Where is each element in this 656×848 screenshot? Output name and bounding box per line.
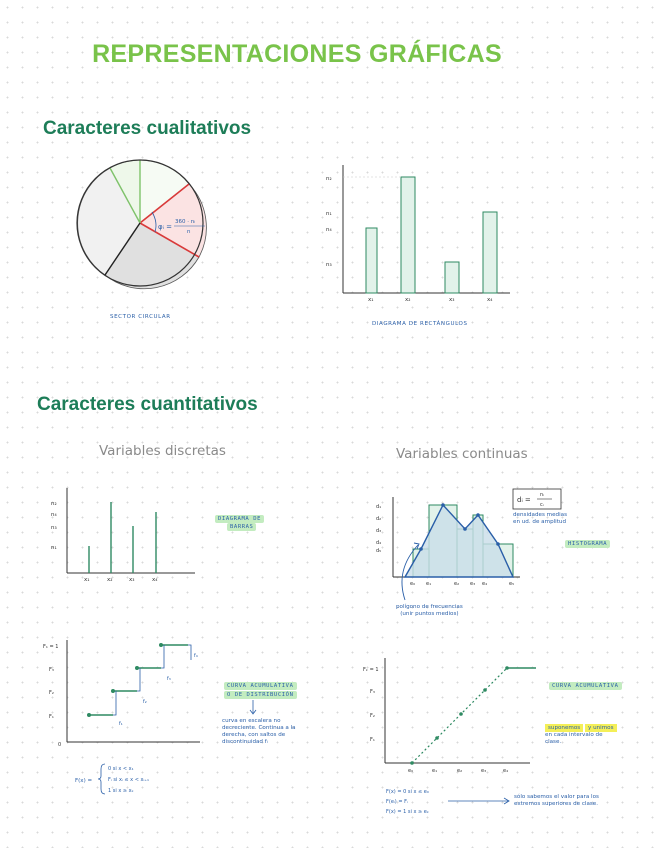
- rect-xtick-x2: x₂: [405, 297, 411, 303]
- hist-xtick-1: e₁: [426, 581, 432, 587]
- rect-ytick-n1: n₁: [326, 211, 332, 217]
- bar-diagram-label-2: BARRAS: [227, 523, 256, 531]
- ogive-note-1: en cada intervalo de: [545, 732, 603, 738]
- polygon-note-1: polígono de frecuencias: [396, 604, 463, 610]
- step-origin: 0: [58, 742, 62, 748]
- ogive-note-2: clase.: [545, 739, 562, 745]
- density-formula-den: cᵢ: [540, 502, 544, 508]
- hist-xtick-5: e₅: [509, 581, 515, 587]
- ogive-label-text: CURVA ACUMULATIVA: [549, 682, 622, 690]
- step-jump-3: f₃: [167, 676, 171, 682]
- pie-formula-num: 360 · nᵢ: [175, 219, 196, 225]
- polygon-note-2: (unir puntos medios): [400, 611, 459, 617]
- bar-xtick-1: x₁: [84, 577, 90, 583]
- hist-xtick-2: e₂: [454, 581, 460, 587]
- step-piece-lhs: F(x) =: [75, 778, 93, 784]
- step-ytick-2: F₃: [49, 667, 54, 673]
- section-quantitative: Caracteres cuantitativos: [37, 394, 258, 415]
- density-formula-num: nᵢ: [540, 492, 545, 498]
- step-chart-label-2: O DE DISTRIBUCIÓN: [224, 691, 297, 699]
- step-ytick-3: F₂: [49, 690, 54, 696]
- pie-caption: SECTOR CIRCULAR: [110, 314, 171, 320]
- hist-ytick-4: d₄: [376, 540, 382, 546]
- step-ytick-1: F₁ = 1: [43, 644, 59, 650]
- step-piece-3: 1 si x ≥ xₖ: [108, 788, 134, 794]
- step-jump-2: f₂: [143, 699, 147, 705]
- hist-xtick-3: e₃: [470, 581, 476, 587]
- rect-xtick-x3: x₃: [449, 297, 455, 303]
- step-note-1: curva en escalera no: [222, 718, 281, 724]
- bar-ytick-4: n₁: [51, 545, 57, 551]
- ogive-ytick-4: F₁: [370, 737, 375, 743]
- ogive-xtick-3: e₃: [481, 768, 487, 774]
- histogram-label-text: HISTOGRAMA: [565, 540, 610, 548]
- hist-ytick-2: d₂: [376, 516, 382, 522]
- rect-ytick-n3: n₃: [326, 262, 332, 268]
- bar-ytick-2: n₄: [51, 512, 57, 518]
- ogive-arrow-note: [514, 794, 599, 808]
- density-formula-lhs: dᵢ =: [517, 496, 531, 504]
- ogive-xtick-1: e₁: [432, 768, 438, 774]
- ogive-line: [412, 668, 507, 763]
- page-title: REPRESENTACIONES GRÁFICAS: [92, 40, 502, 68]
- ogive-label: [549, 683, 622, 689]
- step-jump-1: f₁: [119, 721, 123, 727]
- subsection-continuous: Variables continuas: [396, 446, 528, 462]
- ogive-xtick-4: e₄: [503, 768, 509, 774]
- ogive-xtick-2: e₂: [457, 768, 463, 774]
- hist-ytick-3: d₃: [376, 528, 382, 534]
- ogive-ytick-1: Fₖ = 1: [363, 667, 379, 673]
- ogive-note-highlight-2: y unimos: [585, 724, 617, 732]
- ogive-note-highlight-1: suponemos: [545, 724, 583, 732]
- bar-ytick-1: n₂: [51, 501, 57, 507]
- hist-ytick-1: d₁: [376, 504, 382, 510]
- ogive-xtick-0: e₀: [408, 768, 414, 774]
- bar-ytick-3: n₃: [51, 525, 57, 531]
- ogive-ytick-2: F₃: [370, 689, 375, 695]
- step-jump-4: f₄: [194, 653, 198, 659]
- step-piece-2: Fᵢ si xᵢ ≤ x < xᵢ₊₁: [108, 777, 149, 783]
- ogive-piece-1: F(x) = 0 si x ≤ e₀: [386, 789, 429, 795]
- ogive-ytick-3: F₂: [370, 713, 375, 719]
- step-note-4: discontinuidad fᵢ: [222, 739, 268, 745]
- bar-xtick-2: x₂: [107, 577, 113, 583]
- hist-ytick-5: d₅: [376, 548, 382, 554]
- rect-caption: DIAGRAMA DE RECTÁNGULOS: [372, 321, 468, 327]
- step-chart-label-1: CURVA ACUMULATIVA: [224, 682, 297, 690]
- hist-xtick-4: e₄: [482, 581, 488, 587]
- ogive-arrow-note-1: sólo sabemos el valor para los: [514, 794, 599, 800]
- density-note-1: densidades medias: [513, 512, 568, 518]
- section-qualitative: Caracteres cualitativos: [43, 118, 252, 139]
- pie-formula-lhs: φᵢ =: [158, 223, 172, 231]
- step-piece-1: 0 si x < x₁: [108, 766, 134, 772]
- hist-xtick-0: e₀: [410, 581, 416, 587]
- step-note-3: derecha, con saltos de: [222, 732, 286, 738]
- pie-formula-den: n: [187, 229, 191, 235]
- ogive-arrow-note-2: extremos superiores de clase.: [514, 801, 599, 807]
- rect-xtick-x1: x₁: [368, 297, 374, 303]
- bar-xtick-4: x₄: [152, 577, 158, 583]
- rect-ytick-n4: n₄: [326, 227, 332, 233]
- rect-xtick-x4: x₄: [487, 297, 493, 303]
- bar-diagram-label-1: DIAGRAMA DE: [215, 515, 264, 523]
- ogive-piece-2: F(eᵢ) = Fᵢ: [386, 799, 408, 805]
- ogive-note: [545, 725, 617, 746]
- step-note-2: decreciente. Continua a la: [222, 725, 296, 731]
- rect-ytick-n2: n₂: [326, 176, 332, 182]
- ogive-piece-3: F(x) = 1 si x ≥ eₖ: [386, 809, 429, 815]
- density-note-2: en ud. de amplitud: [513, 519, 567, 525]
- bar-xtick-3: x₃: [129, 577, 135, 583]
- subsection-discrete: Variables discretas: [99, 443, 226, 459]
- step-ytick-4: F₁: [49, 714, 54, 720]
